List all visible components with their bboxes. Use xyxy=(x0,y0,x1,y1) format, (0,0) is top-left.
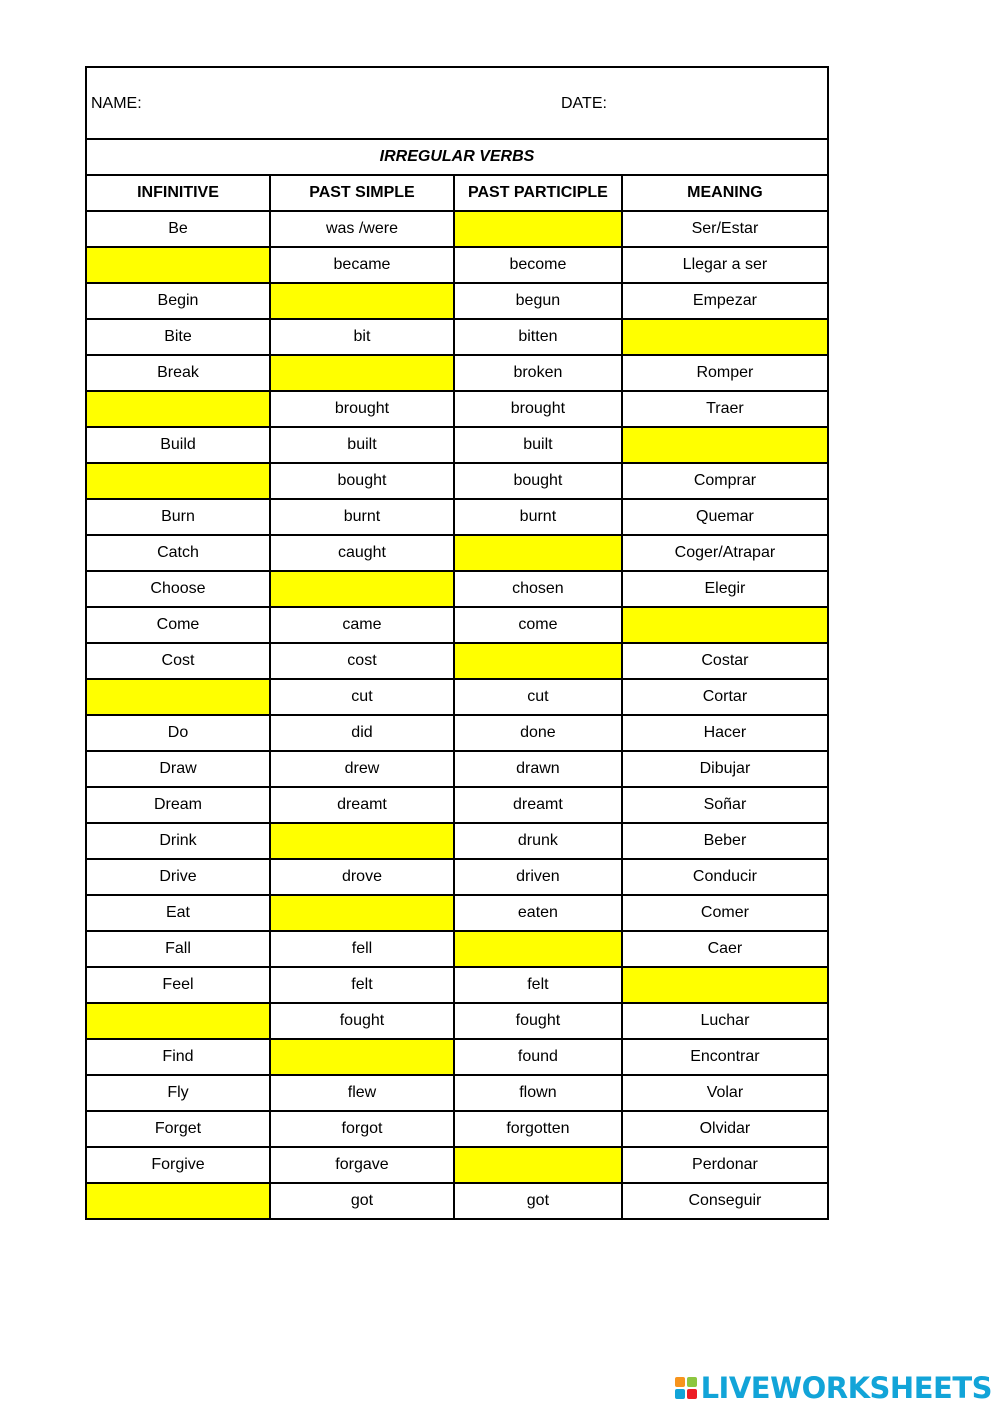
liveworksheets-logo-icon xyxy=(675,1377,697,1399)
cell-infinitive: Begin xyxy=(86,283,270,319)
cell-past-simple: caught xyxy=(270,535,454,571)
cell-infinitive: Do xyxy=(86,715,270,751)
cell-past-participle: fought xyxy=(454,1003,622,1039)
table-row xyxy=(86,535,828,571)
answer-blank-past-simple[interactable] xyxy=(270,571,454,607)
answer-blank-infinitive[interactable] xyxy=(86,463,270,499)
cell-past-participle: driven xyxy=(454,859,622,895)
cell-past-participle: drawn xyxy=(454,751,622,787)
answer-blank-infinitive[interactable] xyxy=(86,679,270,715)
cell-infinitive: Come xyxy=(86,607,270,643)
table-row xyxy=(86,967,828,1003)
cell-meaning: Quemar xyxy=(622,499,828,535)
table-row xyxy=(86,931,828,967)
cell-past-simple: flew xyxy=(270,1075,454,1111)
column-header-past-simple: PAST SIMPLE xyxy=(270,175,454,211)
cell-meaning: Dibujar xyxy=(622,751,828,787)
column-header-row xyxy=(86,175,828,211)
table-row xyxy=(86,319,828,355)
table-row xyxy=(86,283,828,319)
cell-infinitive: Forgive xyxy=(86,1147,270,1183)
cell-past-simple: cost xyxy=(270,643,454,679)
cell-past-participle: dreamt xyxy=(454,787,622,823)
table-row xyxy=(86,211,828,247)
table-row xyxy=(86,355,828,391)
table-row xyxy=(86,751,828,787)
table-row xyxy=(86,1039,828,1075)
cell-meaning: Ser/Estar xyxy=(622,211,828,247)
cell-past-participle: bitten xyxy=(454,319,622,355)
table-row xyxy=(86,643,828,679)
cell-past-simple: got xyxy=(270,1183,454,1219)
cell-meaning: Conseguir xyxy=(622,1183,828,1219)
cell-past-participle: forgotten xyxy=(454,1111,622,1147)
table-row xyxy=(86,859,828,895)
name-label: NAME: xyxy=(91,95,142,112)
answer-blank-past-participle[interactable] xyxy=(454,211,622,247)
cell-past-participle: chosen xyxy=(454,571,622,607)
cell-infinitive: Cost xyxy=(86,643,270,679)
cell-past-simple: dreamt xyxy=(270,787,454,823)
irregular-verbs-table xyxy=(85,66,829,1220)
logo-square xyxy=(675,1377,685,1387)
cell-meaning: Cortar xyxy=(622,679,828,715)
cell-meaning: Romper xyxy=(622,355,828,391)
cell-past-simple: came xyxy=(270,607,454,643)
answer-blank-past-simple[interactable] xyxy=(270,823,454,859)
cell-meaning: Beber xyxy=(622,823,828,859)
cell-meaning: Elegir xyxy=(622,571,828,607)
table-row xyxy=(86,1111,828,1147)
logo-square xyxy=(687,1377,697,1387)
table-row xyxy=(86,1075,828,1111)
cell-past-participle: eaten xyxy=(454,895,622,931)
answer-blank-infinitive[interactable] xyxy=(86,247,270,283)
cell-past-participle: done xyxy=(454,715,622,751)
answer-blank-past-participle[interactable] xyxy=(454,1147,622,1183)
table-row xyxy=(86,391,828,427)
answer-blank-meaning[interactable] xyxy=(622,607,828,643)
answer-blank-past-simple[interactable] xyxy=(270,355,454,391)
answer-blank-past-simple[interactable] xyxy=(270,895,454,931)
cell-past-participle: broken xyxy=(454,355,622,391)
cell-meaning: Caer xyxy=(622,931,828,967)
cell-meaning: Conducir xyxy=(622,859,828,895)
cell-infinitive: Fall xyxy=(86,931,270,967)
cell-infinitive: Fly xyxy=(86,1075,270,1111)
cell-infinitive: Dream xyxy=(86,787,270,823)
cell-meaning: Comer xyxy=(622,895,828,931)
table-row xyxy=(86,1183,828,1219)
answer-blank-meaning[interactable] xyxy=(622,427,828,463)
cell-meaning: Soñar xyxy=(622,787,828,823)
cell-infinitive: Eat xyxy=(86,895,270,931)
logo-square xyxy=(687,1389,697,1399)
cell-past-participle: felt xyxy=(454,967,622,1003)
cell-infinitive: Build xyxy=(86,427,270,463)
cell-past-simple: did xyxy=(270,715,454,751)
table-row xyxy=(86,787,828,823)
cell-meaning: Costar xyxy=(622,643,828,679)
answer-blank-past-simple[interactable] xyxy=(270,1039,454,1075)
cell-past-participle: built xyxy=(454,427,622,463)
cell-infinitive: Drink xyxy=(86,823,270,859)
cell-meaning: Traer xyxy=(622,391,828,427)
cell-past-participle: brought xyxy=(454,391,622,427)
table-row xyxy=(86,499,828,535)
cell-infinitive: Feel xyxy=(86,967,270,1003)
cell-past-simple: was /were xyxy=(270,211,454,247)
table-row xyxy=(86,895,828,931)
cell-meaning: Volar xyxy=(622,1075,828,1111)
cell-past-simple: forgot xyxy=(270,1111,454,1147)
cell-meaning: Empezar xyxy=(622,283,828,319)
cell-past-participle: bought xyxy=(454,463,622,499)
cell-infinitive: Break xyxy=(86,355,270,391)
cell-past-participle: found xyxy=(454,1039,622,1075)
cell-past-simple: brought xyxy=(270,391,454,427)
cell-past-simple: bit xyxy=(270,319,454,355)
name-date-row xyxy=(86,67,828,139)
cell-meaning: Hacer xyxy=(622,715,828,751)
cell-past-participle: drunk xyxy=(454,823,622,859)
cell-past-participle: flown xyxy=(454,1075,622,1111)
answer-blank-past-participle[interactable] xyxy=(454,535,622,571)
cell-infinitive: Drive xyxy=(86,859,270,895)
cell-meaning: Luchar xyxy=(622,1003,828,1039)
answer-blank-past-simple[interactable] xyxy=(270,283,454,319)
column-header-infinitive: INFINITIVE xyxy=(86,175,270,211)
title-row xyxy=(86,139,828,175)
cell-past-participle: begun xyxy=(454,283,622,319)
cell-past-simple: became xyxy=(270,247,454,283)
table-title: IRREGULAR VERBS xyxy=(86,139,828,175)
table-row xyxy=(86,823,828,859)
worksheet xyxy=(85,66,829,1220)
table-row xyxy=(86,1147,828,1183)
cell-meaning: Comprar xyxy=(622,463,828,499)
cell-past-simple: fell xyxy=(270,931,454,967)
cell-meaning: Perdonar xyxy=(622,1147,828,1183)
column-header-meaning: MEANING xyxy=(622,175,828,211)
table-row xyxy=(86,679,828,715)
cell-past-simple: drove xyxy=(270,859,454,895)
cell-past-participle: burnt xyxy=(454,499,622,535)
cell-infinitive: Catch xyxy=(86,535,270,571)
cell-past-simple: fought xyxy=(270,1003,454,1039)
answer-blank-infinitive[interactable] xyxy=(86,1183,270,1219)
cell-past-simple: cut xyxy=(270,679,454,715)
cell-infinitive: Be xyxy=(86,211,270,247)
cell-infinitive: Forget xyxy=(86,1111,270,1147)
cell-meaning: Olvidar xyxy=(622,1111,828,1147)
cell-infinitive: Burn xyxy=(86,499,270,535)
table-row xyxy=(86,715,828,751)
liveworksheets-brand xyxy=(675,1371,992,1405)
cell-meaning: Llegar a ser xyxy=(622,247,828,283)
cell-past-simple: built xyxy=(270,427,454,463)
cell-infinitive: Draw xyxy=(86,751,270,787)
table-row xyxy=(86,247,828,283)
table-row xyxy=(86,1003,828,1039)
table-row xyxy=(86,463,828,499)
answer-blank-infinitive[interactable] xyxy=(86,391,270,427)
cell-past-participle: cut xyxy=(454,679,622,715)
table-row xyxy=(86,427,828,463)
column-header-past-participle: PAST PARTICIPLE xyxy=(454,175,622,211)
answer-blank-meaning[interactable] xyxy=(622,319,828,355)
table-row xyxy=(86,571,828,607)
answer-blank-infinitive[interactable] xyxy=(86,1003,270,1039)
cell-past-participle: got xyxy=(454,1183,622,1219)
date-label: DATE: xyxy=(561,95,607,112)
answer-blank-past-participle[interactable] xyxy=(454,643,622,679)
cell-past-participle: become xyxy=(454,247,622,283)
cell-meaning: Encontrar xyxy=(622,1039,828,1075)
cell-infinitive: Choose xyxy=(86,571,270,607)
cell-past-participle: come xyxy=(454,607,622,643)
cell-past-simple: forgave xyxy=(270,1147,454,1183)
cell-infinitive: Bite xyxy=(86,319,270,355)
cell-infinitive: Find xyxy=(86,1039,270,1075)
cell-past-simple: felt xyxy=(270,967,454,1003)
answer-blank-past-participle[interactable] xyxy=(454,931,622,967)
logo-square xyxy=(675,1389,685,1399)
cell-past-simple: drew xyxy=(270,751,454,787)
cell-past-simple: burnt xyxy=(270,499,454,535)
answer-blank-meaning[interactable] xyxy=(622,967,828,1003)
brand-name: LIVEWORKSHEETS xyxy=(700,1371,992,1405)
cell-past-simple: bought xyxy=(270,463,454,499)
table-row xyxy=(86,607,828,643)
cell-meaning: Coger/Atrapar xyxy=(622,535,828,571)
